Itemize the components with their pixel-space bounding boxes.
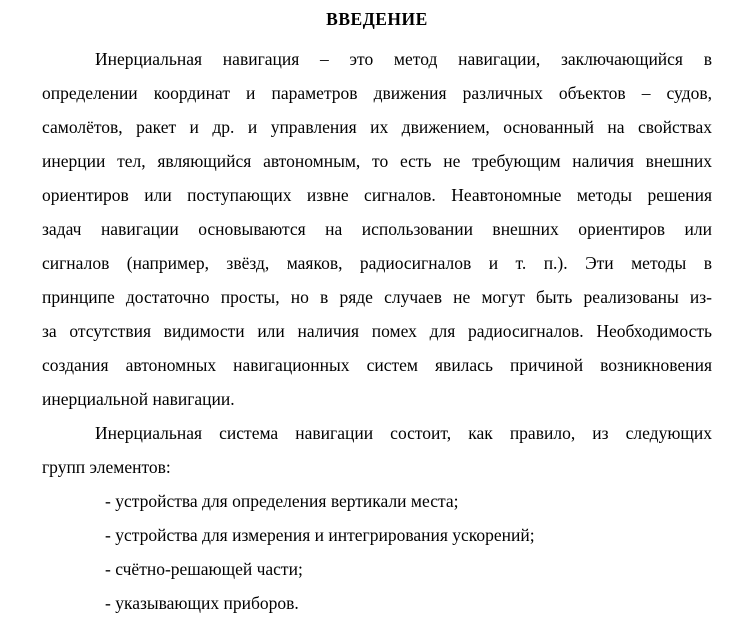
paragraph-line: сигналов (например, звёзд, маяков, радиосигналов и т. п.). Эти методы в <box>42 253 712 273</box>
paragraph-line: задач навигации основываются на использовании внешних ориентиров или <box>42 219 712 239</box>
paragraph-line: групп элементов: <box>42 457 171 477</box>
paragraph-line: инерции тел, являющийся автономным, то есть не требующим наличия внешних <box>42 151 712 171</box>
list-item-line: - устройства для определения вертикали места; <box>105 491 459 511</box>
paragraph-line: за отсутствия видимости или наличия помех для радиосигналов. Необходимость <box>42 321 712 341</box>
paragraph-line: самолётов, ракет и др. и управления их движением, основанный на свойствах <box>42 117 712 137</box>
paragraph-line: Инерциальная система навигации состоит, как правило, из следующих <box>95 423 712 443</box>
paragraph-line: принципе достаточно просты, но в ряде случаев не могут быть реализованы из- <box>42 287 712 307</box>
document-body <box>42 42 712 620</box>
document-title: ВВЕДЕНИЕ <box>326 9 428 29</box>
paragraph-line: создания автономных навигационных систем явилась причиной возникновения <box>42 355 712 375</box>
list-item-line: - указывающих приборов. <box>105 593 299 613</box>
list-item-line: - счётно-решающей части; <box>105 559 303 579</box>
list-item-line: - устройства для измерения и интегрирования ускорений; <box>105 525 535 545</box>
paragraph-line: определении координат и параметров движения различных объектов – судов, <box>42 83 712 103</box>
paragraph-line: инерциальной навигации. <box>42 389 235 409</box>
paragraph-line: Инерциальная навигация – это метод навигации, заключающийся в <box>95 49 712 69</box>
paragraph-line: ориентиров или поступающих извне сигналов. Неавтономные методы решения <box>42 185 712 205</box>
